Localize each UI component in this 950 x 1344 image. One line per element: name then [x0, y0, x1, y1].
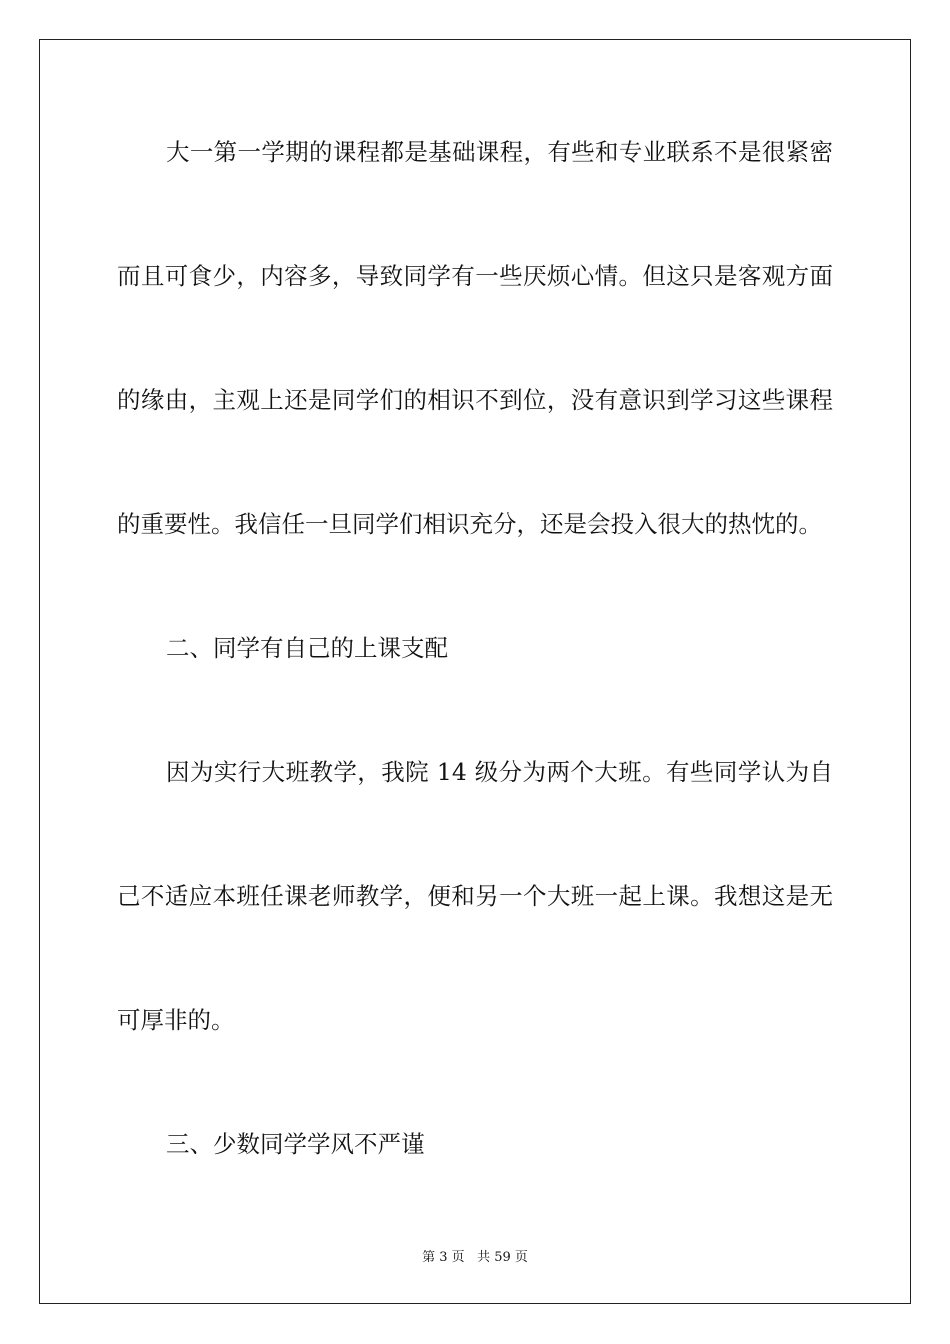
page-number: 第 3 页	[422, 1250, 465, 1265]
paragraph-1-line-4: 的重要性。我信任一旦同学们相识充分，还是会投入很大的热忱的。	[117, 510, 822, 538]
paragraph-2-line-3: 可厚非的。	[117, 1006, 235, 1034]
section-heading-3: 三、少数同学学风不严谨	[166, 1130, 425, 1158]
total-pages: 共 59 页	[477, 1250, 528, 1265]
paragraph-1-line-2: 而且可食少，内容多，导致同学有一些厌烦心情。但这只是客观方面	[117, 262, 833, 290]
page-footer	[0, 1246, 950, 1265]
page-border	[39, 39, 911, 1304]
paragraph-2-line-2: 己不适应本班任课老师教学，便和另一个大班一起上课。我想这是无	[117, 882, 833, 910]
paragraph-1-line-1: 大一第一学期的课程都是基础课程，有些和专业联系不是很紧密	[166, 138, 833, 166]
paragraph-2-line-1: 因为实行大班教学，我院 14 级分为两个大班。有些同学认为自	[166, 758, 833, 786]
section-heading-2: 二、同学有自己的上课支配	[166, 634, 448, 662]
paragraph-1-line-3: 的缘由，主观上还是同学们的相识不到位，没有意识到学习这些课程	[117, 386, 833, 414]
